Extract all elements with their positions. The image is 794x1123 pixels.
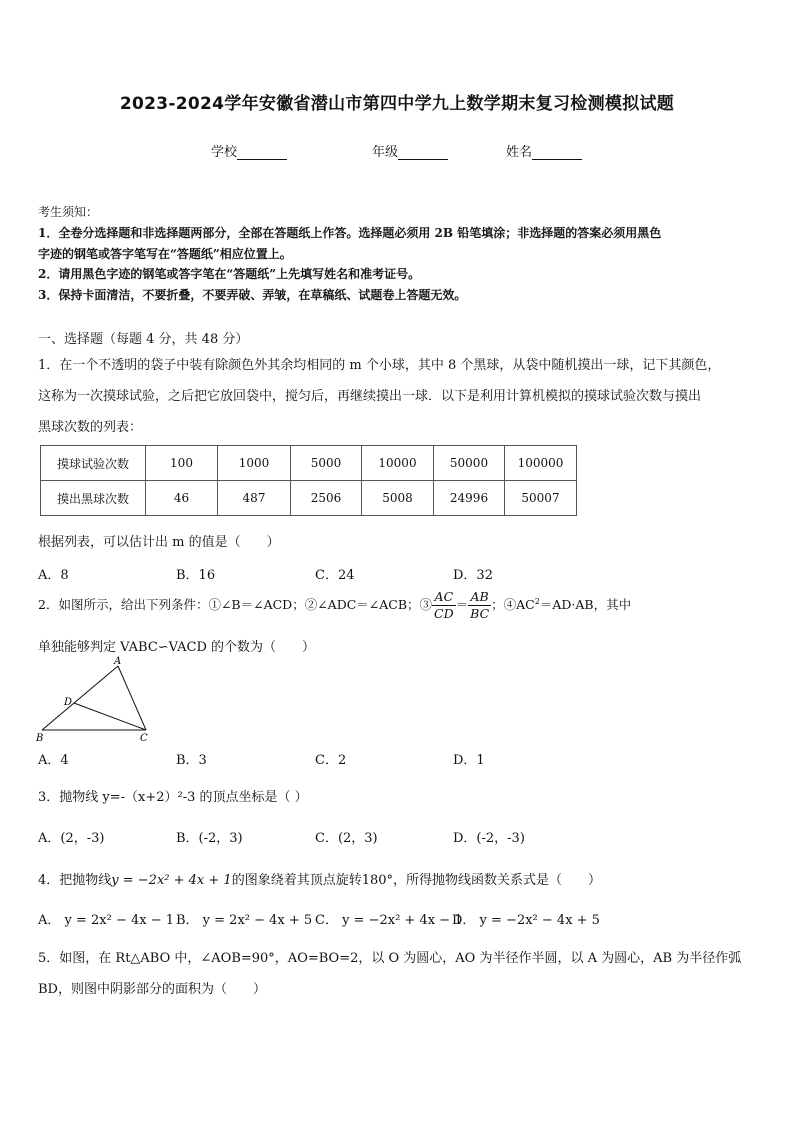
q2-suffix: ；④AC — [491, 597, 535, 612]
grade-label: 年级 — [372, 145, 399, 160]
q2-prefix: 2．如图所示，给出下列条件：①∠B＝∠ACD；②∠ADC＝∠ACB；③ — [38, 597, 433, 612]
notice-item-3: 3．保持卡面清洁，不要折叠，不要弄破、弄皱，在草稿纸、试题卷上答题无效。 — [38, 288, 467, 302]
table-cell: 2506 — [291, 481, 362, 516]
q1-option-c[interactable]: C．24 — [315, 568, 355, 583]
q4-option-c[interactable]: C． y = −2x² + 4x − 1 — [315, 913, 463, 928]
q1-option-a[interactable]: A．8 — [38, 568, 69, 583]
q2-option-d[interactable]: D．1 — [453, 753, 485, 768]
q1-line1: 1．在一个不透明的袋子中装有除颜色外其余均相同的 m 个小球，其中 8 个黑球，从袋中随机摸出一球，记下其颜色， — [38, 358, 721, 373]
q4-suffix: 的图象绕着其顶点旋转180°，所得抛物线函数关系式是（ ） — [231, 873, 602, 888]
table-cell: 24996 — [434, 481, 505, 516]
q4-option-d[interactable]: D． y = −2x² − 4x + 5 — [452, 913, 600, 928]
q2-fraction-2 — [468, 589, 491, 622]
table-cell: 5000 — [291, 446, 362, 481]
q2-triangle-figure — [34, 654, 154, 746]
q4-line — [38, 869, 601, 888]
table-row — [41, 481, 577, 516]
grade-field — [372, 141, 448, 160]
table-row — [41, 446, 577, 481]
q3-option-a[interactable]: A．(2，-3) — [38, 831, 105, 846]
notice-item-1b: 字迹的钢笔或答字笔写在“答题纸”相应位置上。 — [38, 247, 292, 261]
q1-line3: 黑球次数的列表： — [38, 420, 143, 435]
q3-option-d[interactable]: D．(-2，-3) — [453, 831, 525, 846]
name-field — [506, 141, 582, 160]
table-cell: 5008 — [362, 481, 434, 516]
q2-eq: ＝ — [455, 597, 469, 612]
table-cell: 50000 — [434, 446, 505, 481]
q3-option-b[interactable]: B．(-2，3) — [176, 831, 243, 846]
q1-option-b[interactable]: B．16 — [176, 568, 216, 583]
q2-sup: 2 — [534, 596, 540, 606]
q3-option-c[interactable]: C．(2，3) — [315, 831, 378, 846]
q4-prefix: 4．把抛物线 — [38, 873, 112, 888]
q1-line2: 这称为一次摸球试验，之后把它放回袋中，搅匀后，再继续摸出一球．以下是利用计算机模拟的摸球试验次数与摸出 — [38, 389, 702, 404]
table-cell: 100 — [146, 446, 218, 481]
table-cell: 10000 — [362, 446, 434, 481]
q2-option-c[interactable]: C．2 — [315, 753, 347, 768]
label-d: D — [64, 697, 73, 708]
q2-frac1-den: CD — [434, 606, 454, 621]
label-c: C — [140, 733, 148, 744]
table-cell: 摸出黑球次数 — [41, 481, 146, 516]
notice-item-2: 2．请用黑色字迹的钢笔或答字笔在“答题纸”上先填写姓名和准考证号。 — [38, 267, 421, 281]
notice-heading: 考生须知： — [38, 205, 99, 219]
q1-option-d[interactable]: D．32 — [453, 568, 493, 583]
section-heading: 一、选择题（每题 4 分，共 48 分） — [38, 332, 249, 347]
q1-table — [40, 445, 577, 516]
q2-option-a[interactable]: A．4 — [38, 753, 69, 768]
q2-frac2-den: BC — [470, 606, 490, 621]
table-cell: 100000 — [505, 446, 577, 481]
page-title: 2023-2024学年安徽省潜山市第四中学九上数学期末复习检测模拟试题 — [119, 94, 675, 114]
table-cell: 50007 — [505, 481, 577, 516]
q5-line2: BD，则图中阴影部分的面积为（ ） — [38, 982, 266, 997]
q4-option-b[interactable]: B． y = 2x² − 4x + 5 — [176, 913, 313, 928]
name-label: 姓名 — [506, 145, 533, 160]
grade-blank[interactable] — [398, 146, 448, 160]
q2-frac1-num: AC — [432, 589, 456, 606]
table-cell: 1000 — [218, 446, 291, 481]
q2-line1 — [38, 589, 631, 622]
q2-fraction-1 — [432, 589, 456, 622]
q5-line1: 5．如图，在 Rt△ABO 中，∠AOB=90°，AO=BO=2，以 O 为圆心，AO 为半径作半圆，以 A 为圆心，AB 为半径作弧 — [38, 951, 742, 966]
name-blank[interactable] — [532, 146, 582, 160]
q2-frac2-num: AB — [468, 589, 491, 606]
school-blank[interactable] — [237, 146, 287, 160]
school-label: 学校 — [211, 145, 238, 160]
q2-option-b[interactable]: B．3 — [176, 753, 207, 768]
table-cell: 摸球试验次数 — [41, 446, 146, 481]
side-ac — [118, 666, 146, 730]
label-a: A — [114, 656, 122, 667]
notice-item-1a: 1．全卷分选择题和非选择题两部分，全部在答题纸上作答。选择题必须用 2B 铅笔填涂；非选择题的答案必须用黑色 — [38, 226, 662, 240]
q2-suffix2: ＝AD·AB，其中 — [539, 597, 632, 612]
table-cell: 487 — [218, 481, 291, 516]
q2-line2: 单独能够判定 VABC∽VACD 的个数为（ ） — [38, 640, 316, 655]
q4-option-a[interactable]: A． y = 2x² − 4x − 1 — [38, 913, 175, 928]
side-ab — [42, 666, 118, 730]
table-cell: 46 — [146, 481, 218, 516]
segment-dc — [74, 703, 146, 730]
school-field — [211, 141, 287, 160]
label-b: B — [36, 733, 44, 744]
q1-question: 根据列表，可以估计出 m 的值是（ ） — [38, 535, 280, 550]
q4-formula: y = −2x² + 4x + 1 — [111, 873, 232, 888]
q3-text: 3．抛物线 y=-（x+2）²-3 的顶点坐标是（ ） — [38, 790, 308, 805]
